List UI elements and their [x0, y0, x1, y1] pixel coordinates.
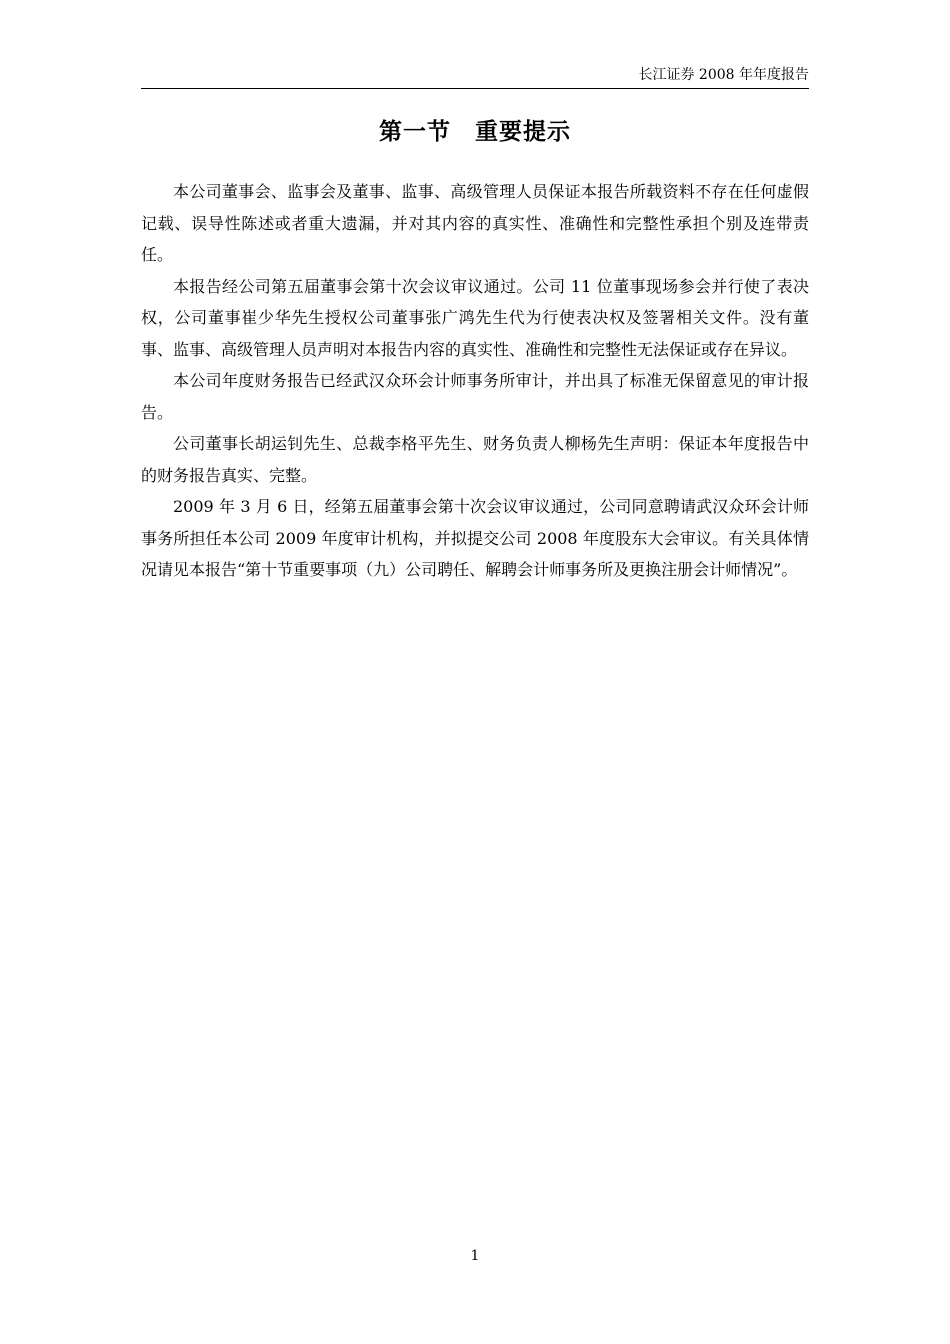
running-header: 长江证券 2008 年年度报告	[141, 62, 809, 89]
section-title: 第一节 重要提示	[379, 119, 571, 145]
paragraph-audit-opinion: 本公司年度财务报告已经武汉众环会计师事务所审计，并出具了标准无保留意见的审计报告。	[141, 371, 809, 422]
page-number: 1	[470, 1248, 480, 1264]
paragraph-auditor-appointment: 2009 年 3 月 6 日，经第五届董事会第十次会议审议通过，公司同意聘请武汉众环会计师事务所担任本公司 2009 年度审计机构，并拟提交公司 2008 年度股东大会审议。有关具体情况请见本报告“第十节重要事项（九）公司聘任、解聘会计师事务所及更换注册会计师情况”。	[141, 497, 809, 579]
body-text	[141, 176, 809, 586]
paragraph-responsibility-statement: 本公司董事会、监事会及董事、监事、高级管理人员保证本报告所载资料不存在任何虚假记载、误导性陈述或者重大遗漏，并对其内容的真实性、准确性和完整性承担个别及连带责任。	[141, 182, 809, 264]
paragraph-board-approval: 本报告经公司第五届董事会第十次会议审议通过。公司 11 位董事现场参会并行使了表决权，公司董事崔少华先生授权公司董事张广鸿先生代为行使表决权及签署相关文件。没有董事、监事、高级管理人员声明对本报告内容的真实性、准确性和完整性无法保证或存在异议。	[141, 276, 809, 359]
paragraph-executive-declaration: 公司董事长胡运钊先生、总裁李格平先生、财务负责人柳杨先生声明：保证本年度报告中的财务报告真实、完整。	[141, 434, 809, 485]
